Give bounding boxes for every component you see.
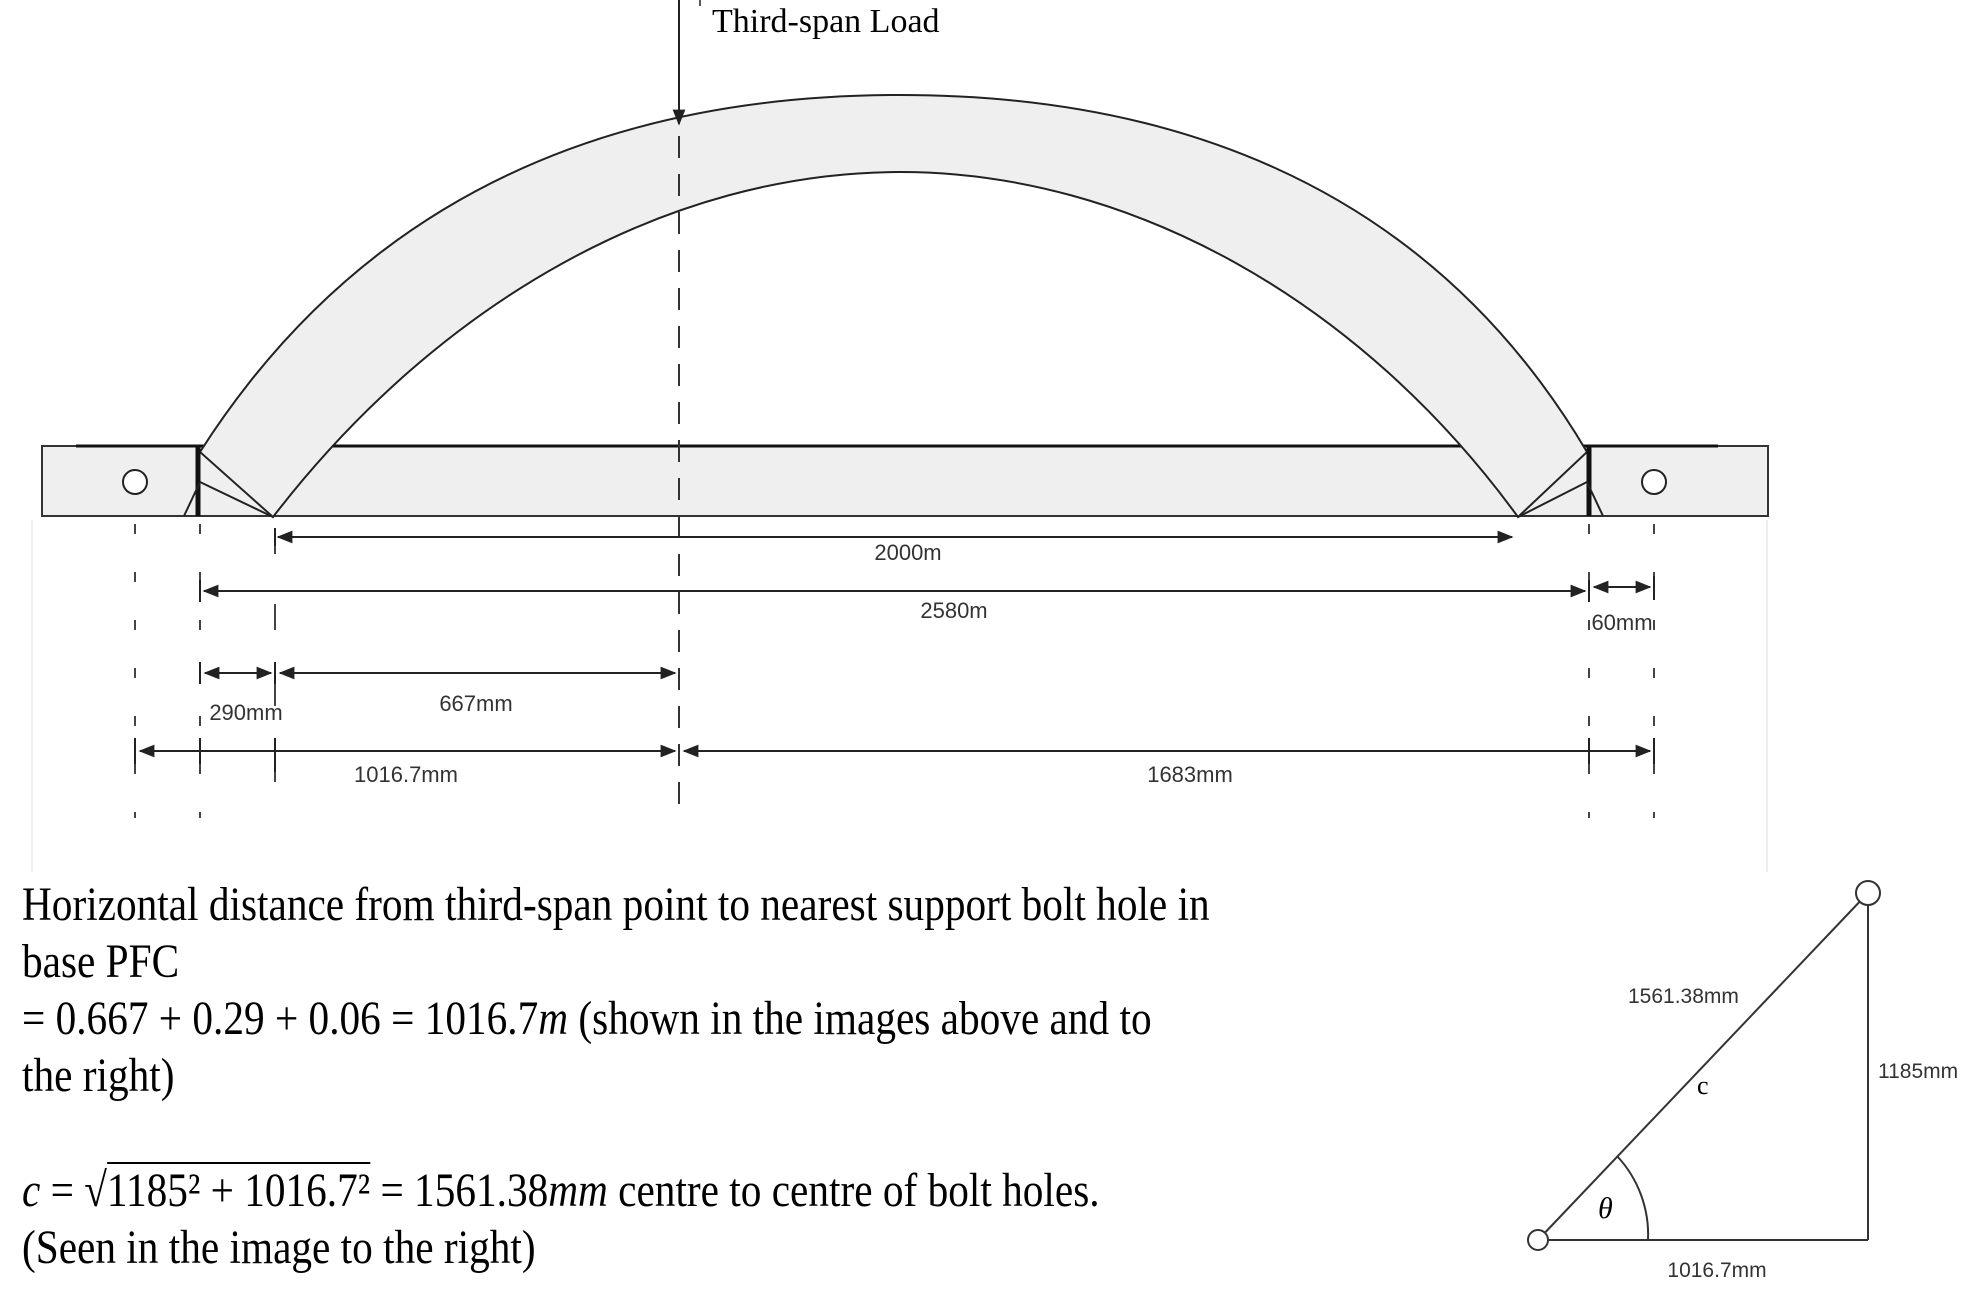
dim-2580-label: 2580m <box>920 598 988 623</box>
explanation-paragraph <box>22 876 1501 1104</box>
load-label: Third-span Load <box>712 3 940 40</box>
shown-note: (shown in the images above and to <box>568 992 1152 1045</box>
unit-mm: mm <box>548 1164 608 1217</box>
text-line-2: base PFC <box>22 935 180 988</box>
text-line-1: Horizontal distance from third-span point to nearest support bolt hole in <box>22 878 1210 931</box>
base-label: 1016.7mm <box>1667 1259 1767 1282</box>
triangle-hypotenuse <box>1538 895 1866 1240</box>
sum-expression: = 0.667 + 0.29 + 0.06 = 1016.7 <box>22 992 539 1045</box>
dim-2000-label: 2000m <box>874 540 942 565</box>
side-c-label: c <box>1697 1071 1709 1100</box>
sqrt-symbol: = √ <box>40 1164 107 1217</box>
unit-m: m <box>538 992 569 1045</box>
text-line-3 <box>22 990 1501 1047</box>
dim-60-label: 60mm <box>1591 610 1653 635</box>
radicand: 1185² + 1016.7² <box>106 1164 371 1217</box>
text-line-4: the right) <box>22 1049 175 1102</box>
hypotenuse-label: 1561.38mm <box>1628 985 1739 1008</box>
dim-1016-label: 1016.7mm <box>354 762 458 787</box>
angle-label: θ <box>1598 1192 1613 1225</box>
vertical-side-label: 1185mm <box>1878 1060 1959 1083</box>
var-c: c <box>22 1164 41 1217</box>
result-value: = 1561.38 <box>370 1164 549 1217</box>
triangle-bolt-hole-bottom <box>1528 1230 1548 1250</box>
text-line-6: (Seen in the image to the right) <box>22 1221 536 1274</box>
text-line-5 <box>22 1162 1501 1219</box>
hypotenuse-paragraph <box>22 1162 1501 1276</box>
left-bolt-hole <box>123 470 147 494</box>
dim-667-label: 667mm <box>439 691 513 716</box>
triangle-bolt-hole-top <box>1856 881 1880 905</box>
centre-note: centre to centre of bolt holes. <box>607 1164 1100 1217</box>
dim-1683-label: 1683mm <box>1147 762 1233 787</box>
right-bolt-hole <box>1642 470 1666 494</box>
dim-290-label: 290mm <box>209 700 283 725</box>
angle-arc <box>1617 1156 1648 1240</box>
